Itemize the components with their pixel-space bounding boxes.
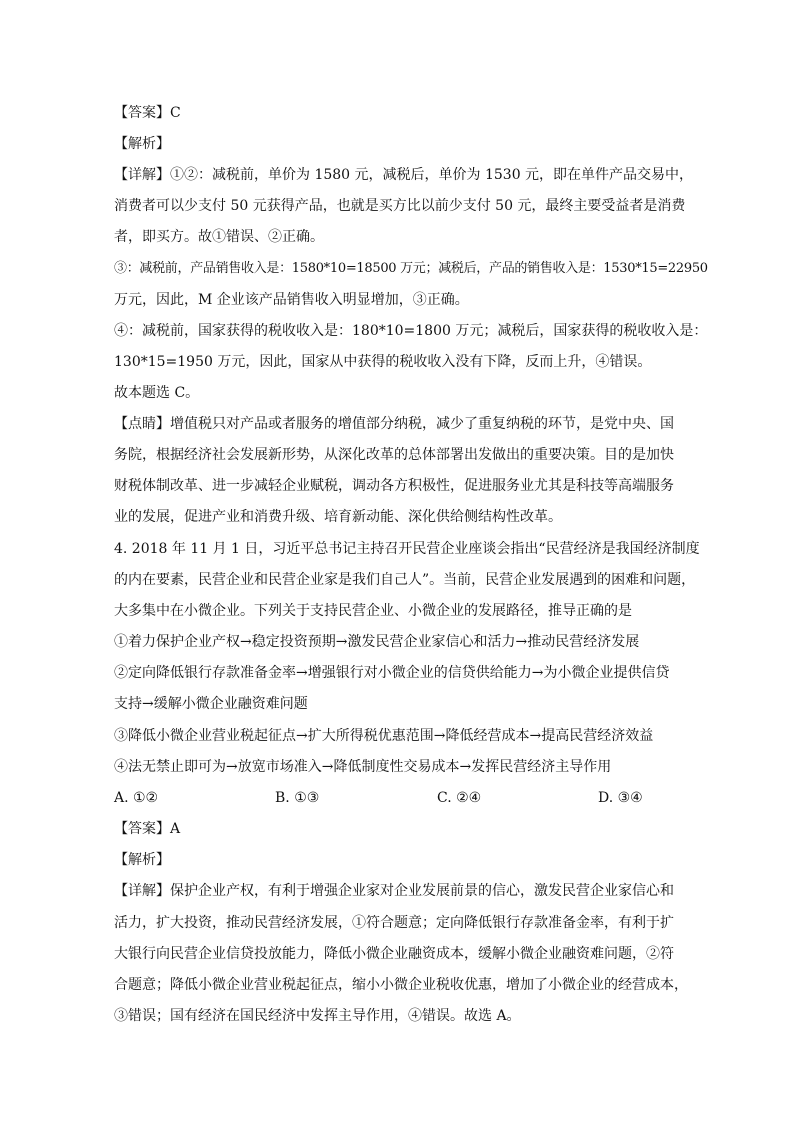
answer-label-2: 【答案】A bbox=[114, 821, 181, 837]
question-item-line: 支持→缓解小微企业融资难问题 bbox=[114, 696, 308, 712]
question-stem-line: 大多集中在小微企业。下列关于支持民营企业、小微企业的发展路径，推导正确的是 bbox=[114, 603, 632, 619]
option-d: D. ③④ bbox=[598, 790, 643, 806]
detail-line: 【详解】保护企业产权，有利于增强企业家对企业发展前景的信心，激发民营企业家信心和 bbox=[114, 883, 674, 899]
comment-line: 务院，根据经济社会发展新形势，从深化改革的总体部署出发做出的重要决策。目的是加快 bbox=[114, 447, 674, 463]
detail-line: ④：减税前，国家获得的税收收入是：180*10=1800 万元；减税后，国家获得的税收收入是： bbox=[114, 323, 708, 339]
answer-label-1: 【答案】C bbox=[114, 105, 181, 121]
option-c: C. ②④ bbox=[437, 790, 482, 806]
analysis-label-1: 【解析】 bbox=[114, 136, 170, 152]
detail-line: 者，即买方。故①错误、②正确。 bbox=[114, 229, 324, 245]
question-stem-line: 4. 2018 年 11 月 1 日，习近平总书记主持召开民营企业座谈会指出“民营经济是我国经济制度 bbox=[114, 541, 700, 557]
comment-line: 【点睛】增值税只对产品或者服务的增值部分纳税，减少了重复纳税的环节，是党中央、国 bbox=[114, 416, 674, 432]
option-b: B. ①③ bbox=[275, 790, 320, 806]
comment-line: 业的发展，促进产业和消费升级、培育新动能、深化供给侧结构性改革。 bbox=[114, 509, 562, 525]
conclusion-line: 故本题选 C。 bbox=[114, 385, 200, 401]
analysis-label-2: 【解析】 bbox=[114, 852, 170, 868]
question-stem-line: 的内在要素，民营企业和民营企业家是我们自己人”。当前，民营企业发展遇到的困难和问题， bbox=[114, 572, 696, 588]
detail-line: 万元，因此，M 企业该产品销售收入明显增加，③正确。 bbox=[114, 292, 469, 308]
question-item-line: ②定向降低银行存款准备金率→增强银行对小微企业的信贷供给能力→为小微企业提供信贷 bbox=[114, 665, 670, 681]
comment-line: 财税体制改革、进一步减轻企业赋税，调动各方积极性，促进服务业尤其是科技等高端服务 bbox=[114, 478, 674, 494]
detail-line: 活力，扩大投资，推动民营经济发展，①符合题意；定向降低银行存款准备金率，有利于扩 bbox=[114, 915, 674, 931]
detail-line: 130*15=1950 万元，因此，国家从中获得的税收收入没有下降，反而上升，④错误。 bbox=[114, 354, 652, 370]
question-item-line: ①着力保护企业产权→稳定投资预期→激发民营企业家信心和活力→推动民营经济发展 bbox=[114, 634, 640, 650]
detail-line: ③错误；国有经济在国民经济中发挥主导作用，④错误。故选 A。 bbox=[114, 1008, 521, 1024]
question-item-line: ④法无禁止即可为→放宽市场准入→降低制度性交易成本→发挥民营经济主导作用 bbox=[114, 759, 612, 775]
question-item-line: ③降低小微企业营业税起征点→扩大所得税优惠范围→降低经营成本→提高民营经济效益 bbox=[114, 728, 654, 744]
detail-line: ③：减税前，产品销售收入是：1580*10=18500 万元；减税后，产品的销售收入是：1530*15=22950 bbox=[114, 261, 708, 276]
detail-line: 【详解】①②：减税前，单价为 1580 元，减税后，单价为 1530 元，即在单件产品交易中， bbox=[114, 167, 694, 183]
option-a: A. ①② bbox=[114, 790, 159, 806]
detail-line: 消费者可以少支付 50 元获得产品，也就是买方比以前少支付 50 元，最终主要受益者是消费 bbox=[114, 198, 686, 214]
detail-line: 合题意；降低小微企业营业税起征点，缩小小微企业税收优惠，增加了小微企业的经营成本， bbox=[114, 977, 688, 993]
detail-line: 大银行向民营企业信贷投放能力，降低小微企业融资成本，缓解小微企业融资难问题，②符 bbox=[114, 946, 674, 962]
